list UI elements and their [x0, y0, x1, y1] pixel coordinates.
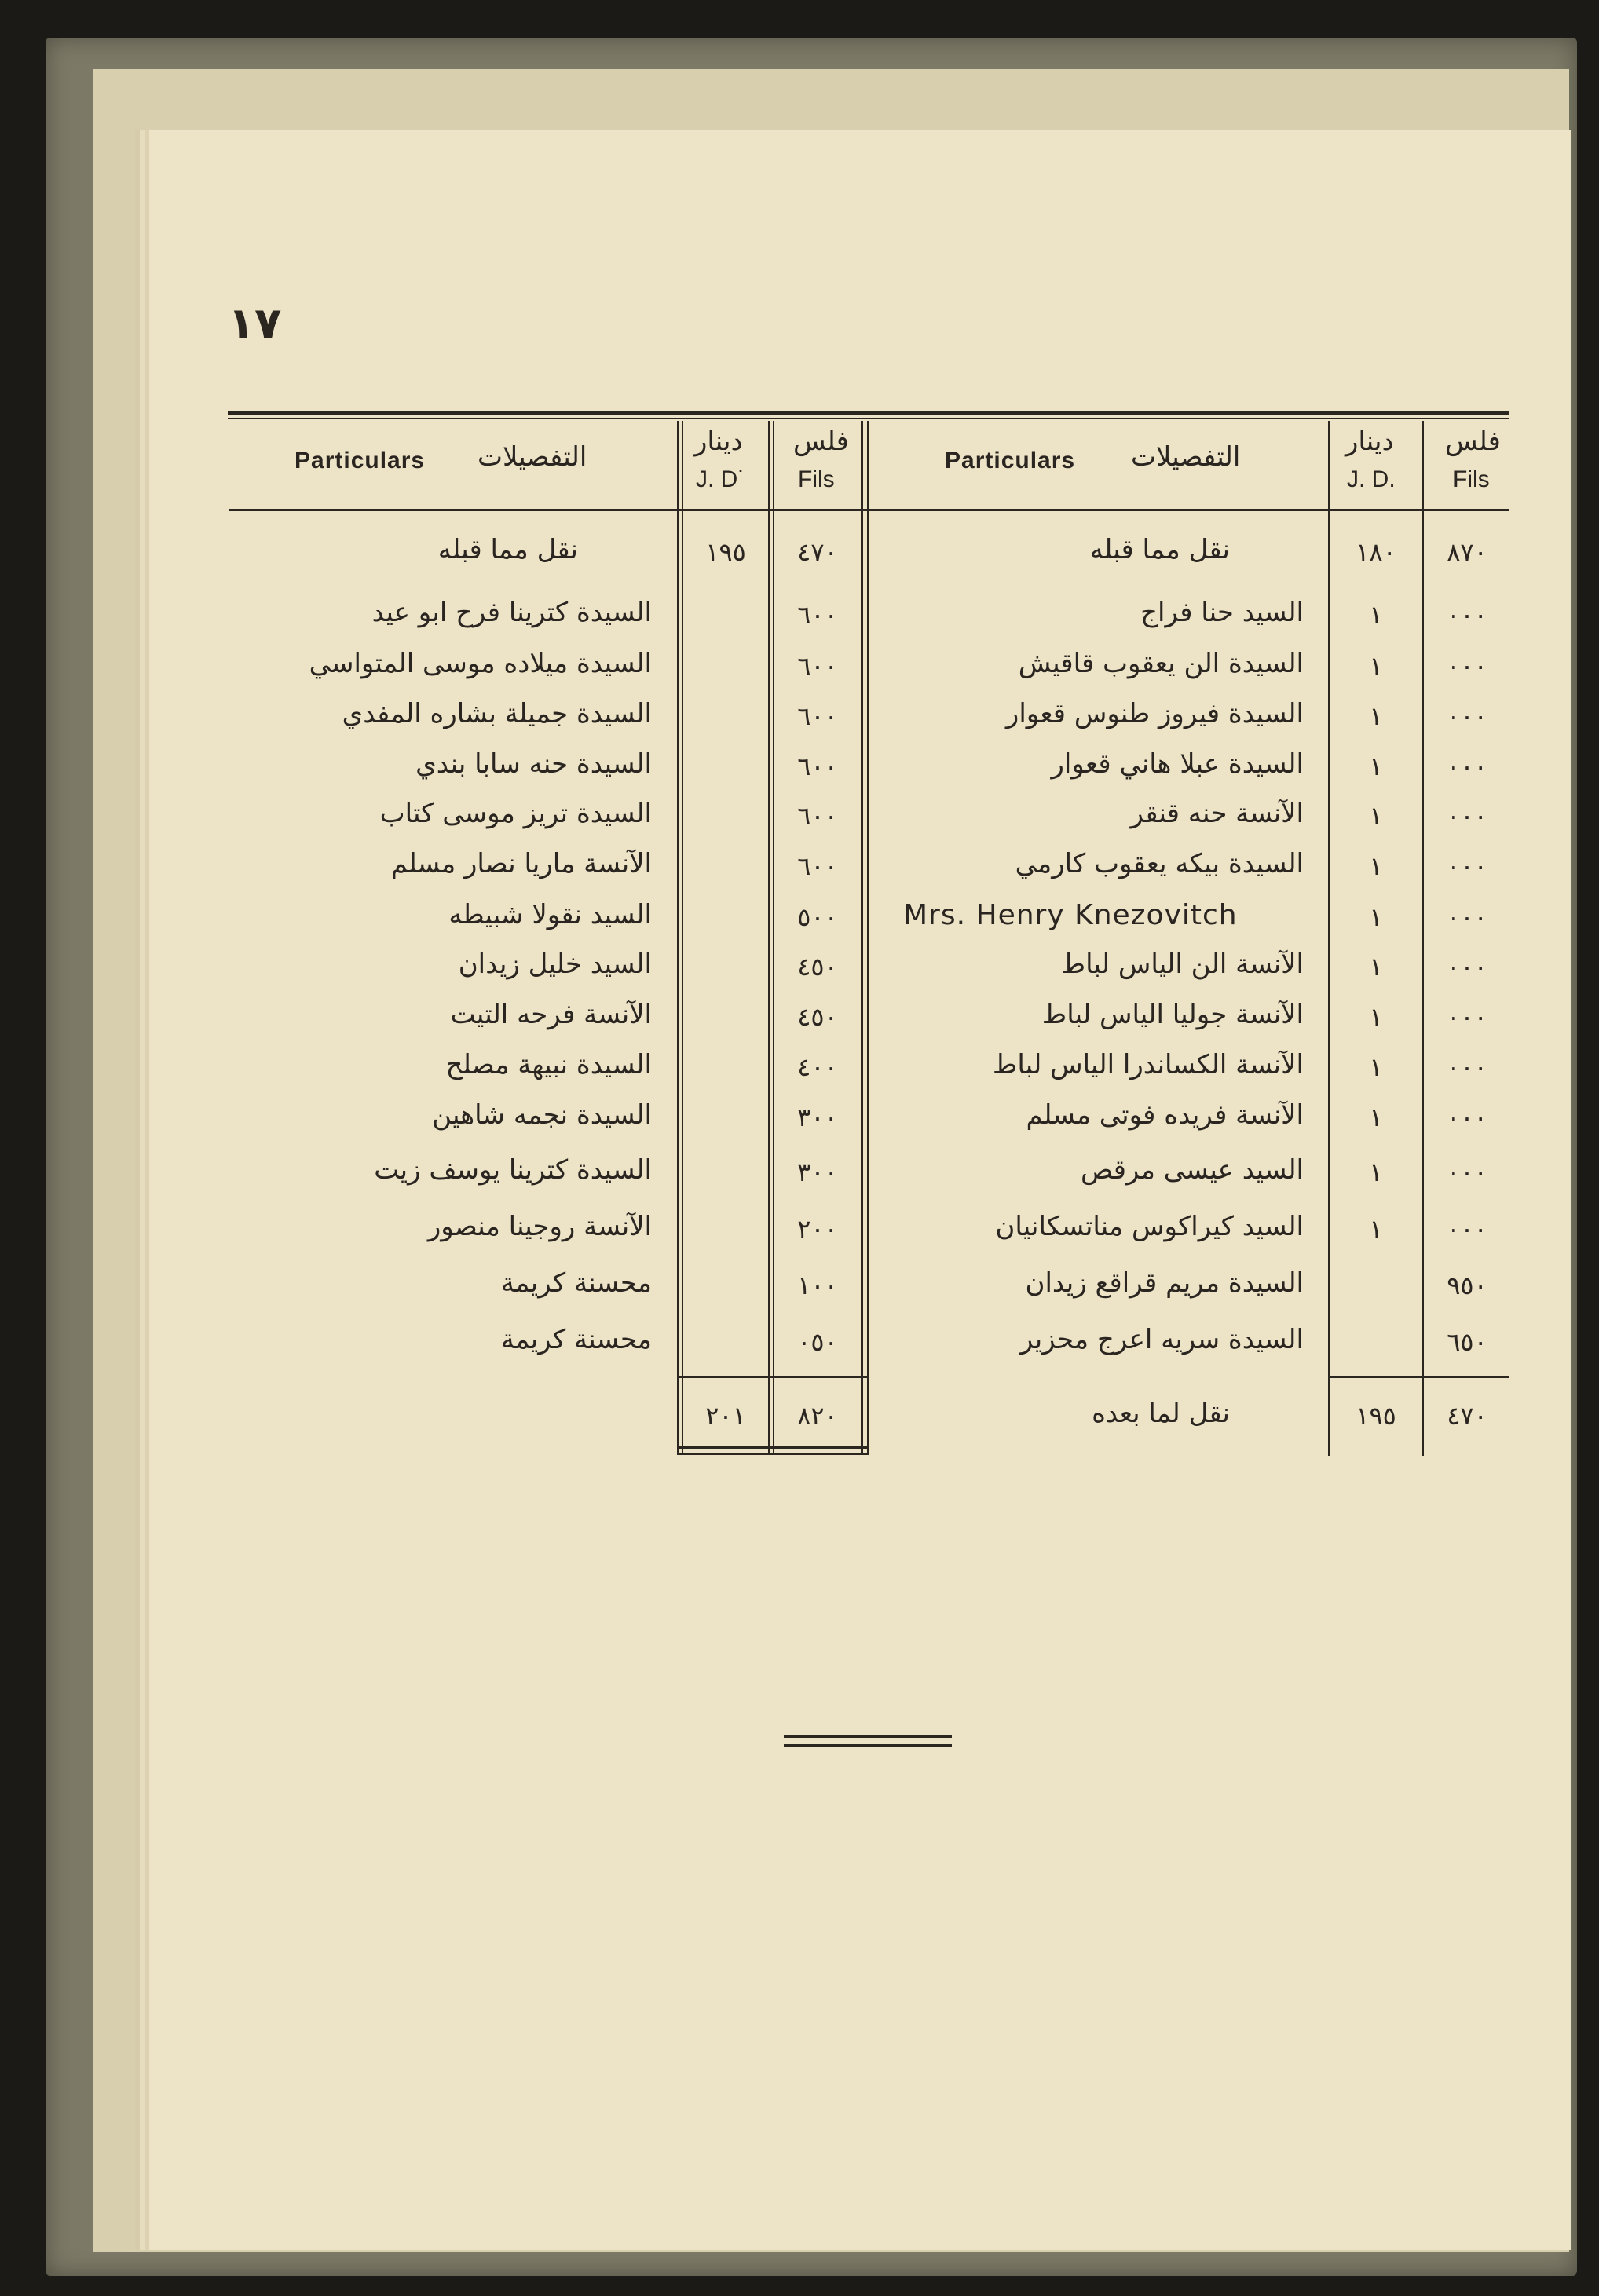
- right-header-particulars-ar: التفصيلات: [1131, 441, 1241, 473]
- left-row-fils: ٦٠٠: [797, 600, 838, 630]
- left-row-fils: ٦٠٠: [797, 701, 838, 731]
- right-row: [0, 798, 1599, 845]
- left-row-name: محسنة كريمة: [500, 1324, 652, 1355]
- left-row-name: الآنسة فرحه التيت: [450, 999, 652, 1030]
- left-row-name: السيدة نبيهة مصلح: [445, 1049, 652, 1080]
- left-header-fils-ar: فلس: [793, 426, 849, 457]
- top-rule-2: [228, 418, 1509, 419]
- page-number: ١٧: [228, 298, 282, 349]
- left-row-fils: ٤٠٠: [797, 1052, 838, 1082]
- left-row-name: الآنسة روجينا منصور: [427, 1211, 652, 1242]
- left-row-name: السيدة حنه سابا بندي: [415, 748, 652, 780]
- left-row-fils: ٦٠٠: [797, 751, 838, 781]
- right-row-name: السيد كيراكوس مناتسكانيان: [995, 1211, 1304, 1242]
- right-row-fils: ٠٠٠: [1447, 801, 1487, 831]
- left-row-fils: ٦٠٠: [797, 801, 838, 831]
- right-row-fils: ٠٠٠: [1447, 701, 1487, 731]
- right-row-fils: ٠٠٠: [1447, 651, 1487, 681]
- right-row-dinar: ١: [1369, 952, 1383, 982]
- right-carry-in-row: [0, 534, 1599, 581]
- left-row-fils: ٠٥٠: [797, 1327, 838, 1357]
- right-row: [0, 999, 1599, 1046]
- left-total-rule-top: [677, 1376, 869, 1378]
- right-row-dinar: ١: [1369, 801, 1383, 831]
- right-row-dinar: ١: [1369, 651, 1383, 681]
- left-carry-in-label: نقل مما قبله: [437, 534, 578, 565]
- right-row-dinar: ١: [1369, 751, 1383, 781]
- right-row-dinar: ١: [1369, 600, 1383, 630]
- right-row-dinar: ١: [1369, 1157, 1383, 1187]
- right-row: [0, 949, 1599, 996]
- right-header-particulars-en: Particulars: [945, 448, 1076, 473]
- left-header-fils-en: Fils: [798, 466, 835, 492]
- right-row-fils: ٠٠٠: [1447, 1214, 1487, 1244]
- right-row-name: الآنسة فريده فوتى مسلم: [1026, 1099, 1304, 1131]
- right-row-dinar: ١: [1369, 1214, 1383, 1244]
- end-ornament-rule-bottom: [784, 1744, 952, 1747]
- left-row-name: السيدة نجمه شاهين: [432, 1099, 652, 1131]
- end-ornament-rule-top: [784, 1735, 952, 1738]
- left-row-name: السيدة كترينا فرح ابو عيد: [371, 597, 652, 628]
- right-row: [0, 1267, 1599, 1314]
- right-row-dinar: ١: [1369, 701, 1383, 731]
- left-row-name: السيد نقولا شبيطه: [448, 899, 652, 930]
- right-row-fils: ٠٠٠: [1447, 751, 1487, 781]
- right-row: [0, 1049, 1599, 1096]
- right-row-name: السيد عيسى مرقص: [1081, 1154, 1304, 1186]
- right-row-name: الآنسة جوليا الياس لباط: [1041, 999, 1304, 1030]
- left-carry-in-dinar: ١٩٥: [705, 537, 746, 567]
- right-row-name: السيدة الن يعقوب قاقيش: [1018, 648, 1304, 679]
- right-total-rule: [1328, 1376, 1509, 1378]
- right-row: [0, 748, 1599, 795]
- right-row-name: السيدة مريم قراقع زيدان: [1025, 1267, 1304, 1299]
- left-total-rule-bottom-1: [677, 1446, 869, 1449]
- right-row-name: السيدة بيكه يعقوب كارمي: [1015, 848, 1304, 879]
- right-carry-in-dinar: ١٨٠: [1356, 537, 1396, 567]
- left-header-particulars-ar: التفصيلات: [478, 441, 587, 473]
- left-row-fils: ٦٠٠: [797, 651, 838, 681]
- left-row-name: الآنسة ماريا نصار مسلم: [390, 848, 652, 879]
- right-carry-out-label: نقل لما بعده: [1092, 1398, 1230, 1429]
- left-row-fils: ٣٠٠: [797, 1102, 838, 1132]
- right-row: [0, 698, 1599, 745]
- right-carry-out-fils: ٤٧٠: [1447, 1401, 1487, 1431]
- right-header-dinar-ar: دينار: [1345, 426, 1394, 457]
- right-header-fils-ar: فلس: [1445, 426, 1501, 457]
- left-header-dinar-ar: دينار: [694, 426, 743, 457]
- left-row-fils: ٤٥٠: [797, 1002, 838, 1032]
- right-row: [0, 1211, 1599, 1258]
- left-row-name: السيدة تريز موسى كتاب: [379, 798, 652, 829]
- right-row-fils: ٠٠٠: [1447, 1102, 1487, 1132]
- right-row-dinar: ١: [1369, 1002, 1383, 1032]
- right-row: [0, 1324, 1599, 1371]
- right-row-fils: ٠٠٠: [1447, 1002, 1487, 1032]
- left-row-name: السيدة كترينا يوسف زيت: [374, 1154, 652, 1186]
- right-row-name: السيدة عبلا هاني قعوار: [1051, 748, 1304, 780]
- right-row: [0, 1154, 1599, 1201]
- left-total-rule-bottom-2: [677, 1453, 869, 1455]
- left-row-fils: ٦٠٠: [797, 851, 838, 881]
- left-carry-in-fils: ٤٧٠: [797, 537, 838, 567]
- left-row-fils: ٤٥٠: [797, 952, 838, 982]
- left-row-fils: ٣٠٠: [797, 1157, 838, 1187]
- right-row-name: الآنسة الن الياس لباط: [1060, 949, 1304, 980]
- right-row: [0, 848, 1599, 895]
- header-rule: [229, 509, 1509, 511]
- right-carry-in-label: نقل مما قبله: [1089, 534, 1230, 565]
- right-row-name: السيدة فيروز طنوس قعوار: [1005, 698, 1304, 729]
- right-row: [0, 648, 1599, 695]
- right-row-dinar: ١: [1369, 1052, 1383, 1082]
- right-row-name: الآنسة الكساندرا الياس لباط: [992, 1049, 1304, 1080]
- right-row: [0, 899, 1599, 946]
- right-row-fils: ٠٠٠: [1447, 952, 1487, 982]
- left-total-fils: ٨٢٠: [797, 1401, 838, 1431]
- left-header-particulars-en: Particulars: [295, 448, 426, 473]
- right-row-fils: ٠٠٠: [1447, 600, 1487, 630]
- left-row-name: السيدة جميلة بشاره المفدي: [342, 698, 652, 729]
- top-rule: [228, 411, 1509, 415]
- right-row-fils: ٠٠٠: [1447, 1157, 1487, 1187]
- right-row-fils: ٦٥٠: [1447, 1327, 1487, 1357]
- right-row-name: السيدة سريه اعرج محزير: [1019, 1324, 1304, 1355]
- right-row-name: الآنسة حنه قنقر: [1130, 798, 1304, 829]
- left-total-dinar: ٢٠١: [705, 1401, 746, 1431]
- right-row: [0, 1099, 1599, 1146]
- right-row-name: Mrs. Henry Knezovitch: [903, 899, 1238, 931]
- left-row-fils: ١٠٠: [797, 1270, 838, 1300]
- right-row-fils: ٠٠٠: [1447, 851, 1487, 881]
- right-row: [0, 597, 1599, 644]
- left-header-dinar-en: J. D˙: [696, 466, 746, 492]
- right-carry-out-row: [0, 1398, 1599, 1445]
- left-row-name: محسنة كريمة: [500, 1267, 652, 1299]
- right-header-dinar-en: J. D.: [1347, 466, 1396, 492]
- right-row-dinar: ١: [1369, 1102, 1383, 1132]
- left-row-name: السيد خليل زيدان: [458, 949, 652, 980]
- right-row-dinar: ١: [1369, 902, 1383, 932]
- right-row-fils: ٩٥٠: [1447, 1270, 1487, 1300]
- right-carry-out-dinar: ١٩٥: [1356, 1401, 1396, 1431]
- right-row-name: السيد حنا فراج: [1140, 597, 1304, 628]
- left-row-fils: ٥٠٠: [797, 902, 838, 932]
- right-row-fils: ٠٠٠: [1447, 1052, 1487, 1082]
- right-header-fils-en: Fils: [1453, 466, 1490, 492]
- right-row-fils: ٠٠٠: [1447, 902, 1487, 932]
- left-row-fils: ٢٠٠: [797, 1214, 838, 1244]
- left-row-name: السيدة ميلاده موسى المتواسي: [309, 648, 652, 679]
- right-carry-in-fils: ٨٧٠: [1447, 537, 1487, 567]
- right-row-dinar: ١: [1369, 851, 1383, 881]
